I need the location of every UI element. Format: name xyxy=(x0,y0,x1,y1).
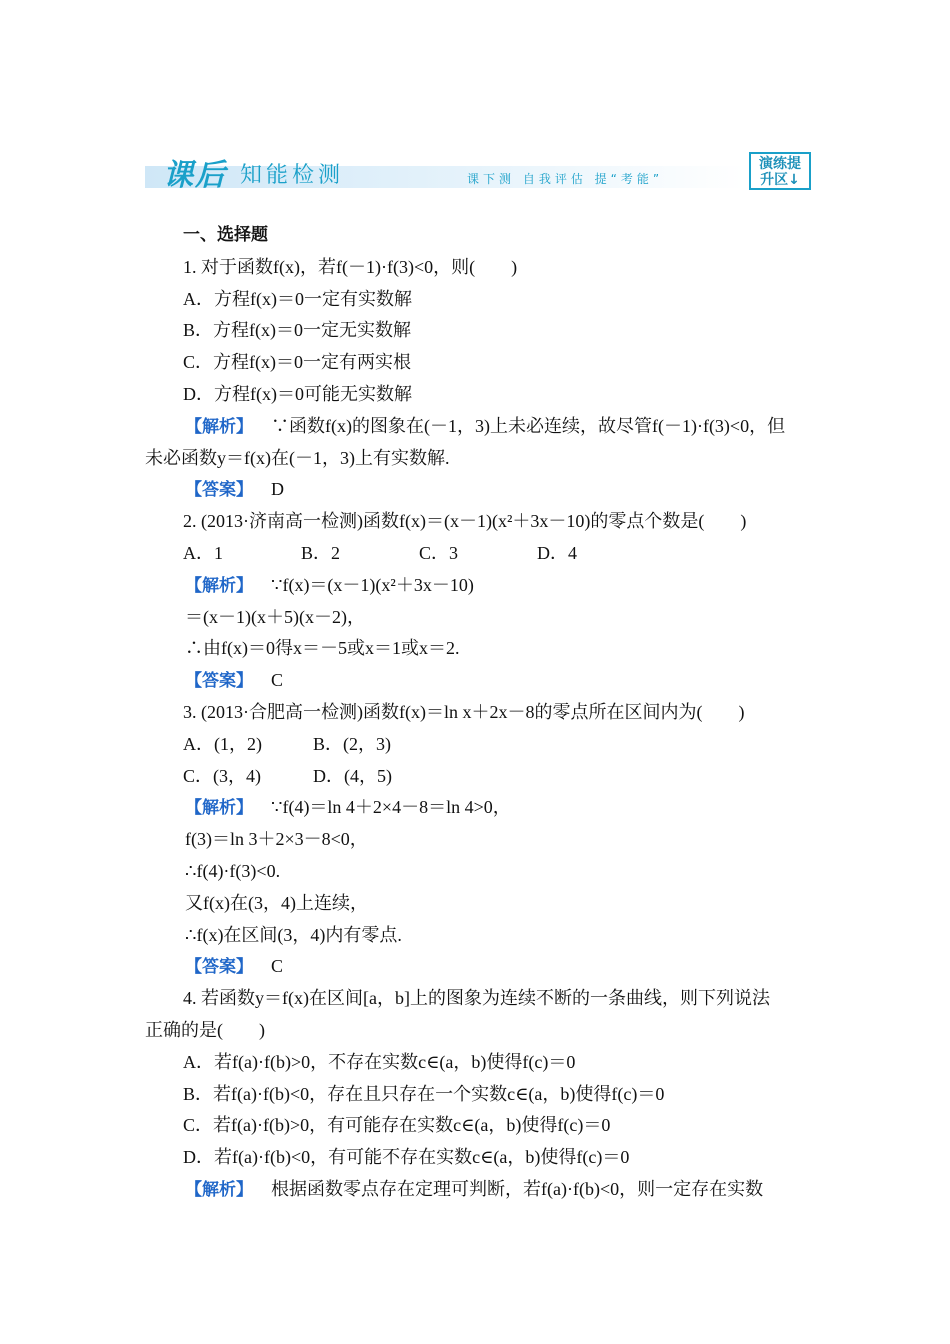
q4-option-b: B．若f(a)·f(b)<0，存在且只存在一个实数c∈(a，b)使得f(c)＝0 xyxy=(183,1083,665,1104)
q4-option-a: A．若f(a)·f(b)>0，不存在实数c∈(a，b)使得f(c)＝0 xyxy=(183,1051,576,1072)
section-title: 一、选择题 xyxy=(183,225,268,245)
q2-analysis-line3: ∴由f(x)＝0得x＝－5或x＝1或x＝2. xyxy=(185,638,460,659)
q2-stem: 2. (2013·济南高一检测)函数f(x)＝(x－1)(x²＋3x－10)的零点个数是( ) xyxy=(183,511,747,532)
exercise-content xyxy=(145,220,813,1206)
badge-line2: 升区↓ xyxy=(760,172,800,188)
q2-options: A．1 B．2 C．3 D．4 xyxy=(183,542,577,563)
analysis-label: 【解析】 xyxy=(185,575,253,596)
q1-answer: 【答案】 D xyxy=(185,479,284,501)
q2-answer: 【答案】 C xyxy=(185,670,284,692)
analysis-label: 【解析】 xyxy=(185,1179,253,1200)
q3-analysis-line2: f(3)＝ln 3＋2×3－8<0， xyxy=(185,829,368,850)
q1-analysis: 【解析】 ∵函数f(x)的图象在(－1，3)上未必连续，故尽管f(－1)·f(3)<0，但 xyxy=(185,415,786,437)
q3-answer: 【答案】 C xyxy=(185,956,284,978)
arrow-down-icon: ↓ xyxy=(788,172,800,188)
analysis-label: 【解析】 xyxy=(185,798,253,819)
q3-options-cd: C．(3，4) D．(4，5) xyxy=(183,765,392,786)
answer-label: 【答案】 xyxy=(185,957,253,978)
answer-label: 【答案】 xyxy=(185,671,253,692)
q3-analysis: 【解析】 ∵f(4)＝ln 4＋2×4－8＝ln 4>0， xyxy=(185,797,511,819)
q1-option-a: A．方程f(x)＝0一定有实数解 xyxy=(183,288,412,309)
q3-analysis-line4: 又f(x)在(3，4)上连续， xyxy=(185,892,368,913)
q4-stem: 4. 若函数y＝f(x)在区间[a，b]上的图象为连续不断的一条曲线，则下列说法 xyxy=(183,988,770,1009)
q3-analysis-line5: ∴f(x)在区间(3，4)内有零点. xyxy=(185,924,402,945)
q1-analysis-cont: 未必函数y＝f(x)在(－1，3)上有实数解. xyxy=(145,447,450,468)
practice-badge[interactable] xyxy=(749,152,811,190)
banner-subtitle: 课下测 自我评估 提“考能” xyxy=(467,172,664,186)
q1-option-d: D．方程f(x)＝0可能无实数解 xyxy=(183,383,412,404)
section-banner xyxy=(145,150,815,194)
answer-label: 【答案】 xyxy=(185,480,253,501)
q1-stem: 1. 对于函数f(x)，若f(－1)·f(3)<0，则( ) xyxy=(183,256,518,277)
q4-analysis: 【解析】 根据函数零点存在定理可判断，若f(a)·f(b)<0，则一定存在实数 xyxy=(185,1178,764,1200)
badge-line1: 演练提 xyxy=(759,156,801,172)
banner-title-big: 课后 xyxy=(163,158,227,193)
q3-stem: 3. (2013·合肥高一检测)函数f(x)＝ln x＋2x－8的零点所在区间内为( ) xyxy=(183,701,745,722)
q3-options-ab: A．(1，2) B．(2，3) xyxy=(183,733,391,754)
q1-option-b: B．方程f(x)＝0一定无实数解 xyxy=(183,320,411,341)
q4-option-d: D．若f(a)·f(b)<0，有可能不存在实数c∈(a，b)使得f(c)＝0 xyxy=(183,1147,630,1168)
analysis-label: 【解析】 xyxy=(185,416,253,437)
q2-analysis-line2: ＝(x－1)(x＋5)(x－2)， xyxy=(185,606,365,627)
q4-option-c: C．若f(a)·f(b)>0，有可能存在实数c∈(a，b)使得f(c)＝0 xyxy=(183,1115,611,1136)
q2-analysis: 【解析】 ∵f(x)＝(x－1)(x²＋3x－10) xyxy=(185,574,474,596)
q3-analysis-line3: ∴f(4)·f(3)<0. xyxy=(185,860,281,881)
banner-title-small: 知能检测 xyxy=(240,163,345,188)
q1-option-c: C．方程f(x)＝0一定有两实根 xyxy=(183,352,411,373)
q4-stem-cont: 正确的是( ) xyxy=(145,1019,265,1040)
